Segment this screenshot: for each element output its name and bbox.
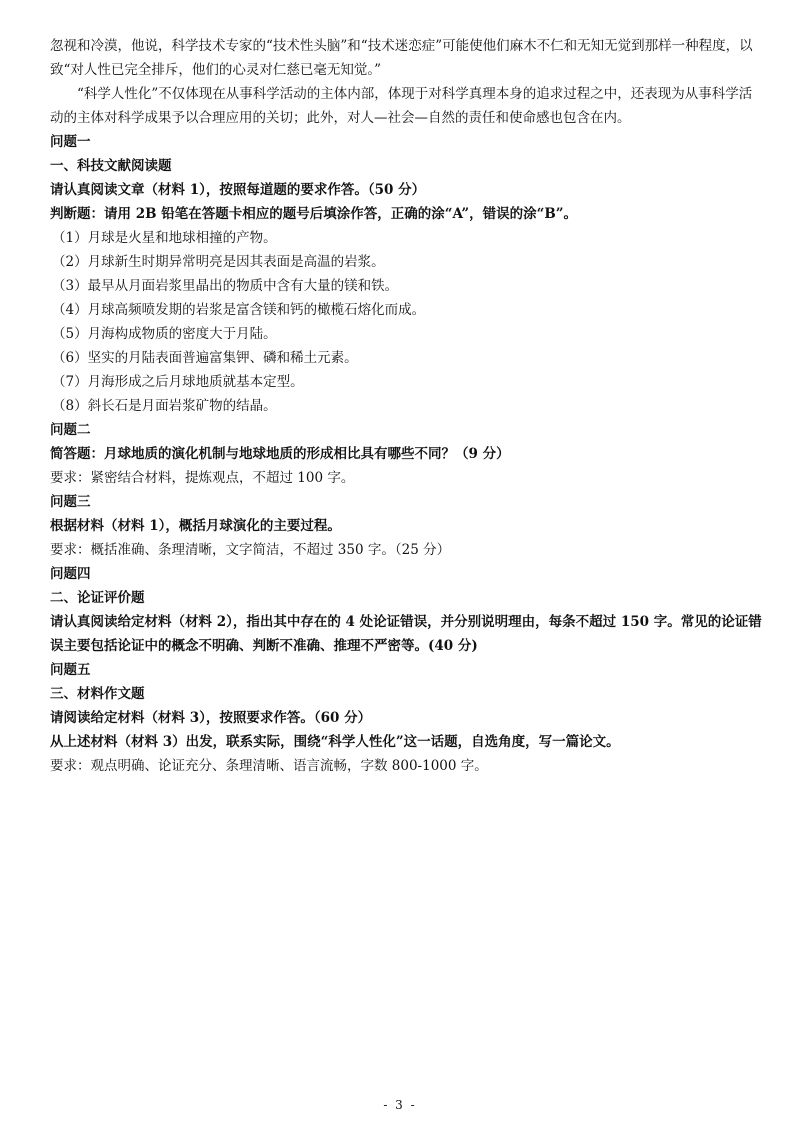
judge-item-8: （8）斜长石是月面岩浆矿物的结晶。	[52, 398, 277, 414]
question-2-header: 问题二	[50, 422, 91, 438]
question-2-text: 简答题：月球地质的演化机制与地球地质的形成相比具有哪些不同？（9 分）	[50, 446, 510, 462]
section-2-title: 二、论证评价题	[50, 590, 145, 606]
question-5-text: 从上述材料（材料 3）出发，联系实际，围绕“科学人性化”这一话题，自选角度，写一篇论文。	[50, 734, 620, 750]
judge-item-5: （5）月海构成物质的密度大于月陆。	[52, 326, 277, 342]
question-4-text: 请认真阅读给定材料（材料 2），指出其中存在的 4 处论证错误，并分别说明理由，每条不超过 150 字。常见的论证错误主要包括论证中的概念不明确、判断不准确、推理不严密等。(40 分)	[50, 614, 762, 654]
judge-item-2: （2）月球新生时期异常明亮是因其表面是高温的岩浆。	[52, 254, 385, 270]
question-5-header: 问题五	[50, 662, 91, 678]
section-1-title: 一、科技文献阅读题	[50, 158, 172, 174]
judge-item-1: （1）月球是火星和地球相撞的产物。	[52, 230, 277, 246]
section-3-title: 三、材料作文题	[50, 686, 145, 702]
question-5-requirement: 要求：观点明确、论证充分、条理清晰、语言流畅，字数 800-1000 字。	[50, 758, 488, 774]
true-false-instruction: 判断题：请用 2B 铅笔在答题卡相应的题号后填涂作答，正确的涂“A”，错误的涂“B”。	[50, 206, 578, 222]
judge-item-7: （7）月海形成之后月球地质就基本定型。	[52, 374, 304, 390]
page-content	[50, 34, 762, 778]
intro-paragraph-continued: 忽视和冷漠，他说，科学技术专家的“技术性头脑”和“技术迷恋症”可能使他们麻木不仁和无知无觉到那样一种程度，以致“对人性已完全排斥，他们的心灵对仁慈已毫无知觉。”	[50, 38, 753, 78]
question-1-header: 问题一	[50, 134, 91, 150]
question-3-header: 问题三	[50, 494, 91, 510]
question-2-requirement: 要求：紧密结合材料，提炼观点，不超过 100 字。	[50, 470, 355, 486]
judge-item-4: （4）月球高频喷发期的岩浆是富含镁和钙的橄榄石熔化而成。	[52, 302, 426, 318]
page-number: - 3 -	[383, 1098, 417, 1112]
question-3-text: 根据材料（材料 1），概括月球演化的主要过程。	[50, 518, 341, 534]
question-5-instruction: 请阅读给定材料（材料 3），按照要求作答。（60 分）	[50, 710, 372, 726]
question-3-requirement: 要求：概括准确、条理清晰，文字简洁，不超过 350 字。（25 分）	[50, 542, 451, 558]
intro-paragraph-science-humanization: “科学人性化”不仅体现在从事科学活动的主体内部，体现于对科学真理本身的追求过程之中，还表现为从事科学活动的主体对科学成果予以合理应用的关切；此外，对人—社会—自然的责任和使命感也包含在内。	[50, 86, 753, 126]
judge-item-6: （6）坚实的月陆表面普遍富集钾、磷和稀土元素。	[52, 350, 358, 366]
question-1-instruction: 请认真阅读文章（材料 1），按照每道题的要求作答。（50 分）	[50, 182, 426, 198]
judge-item-3: （3）最早从月面岩浆里晶出的物质中含有大量的镁和铁。	[52, 278, 399, 294]
question-4-header: 问题四	[50, 566, 91, 582]
